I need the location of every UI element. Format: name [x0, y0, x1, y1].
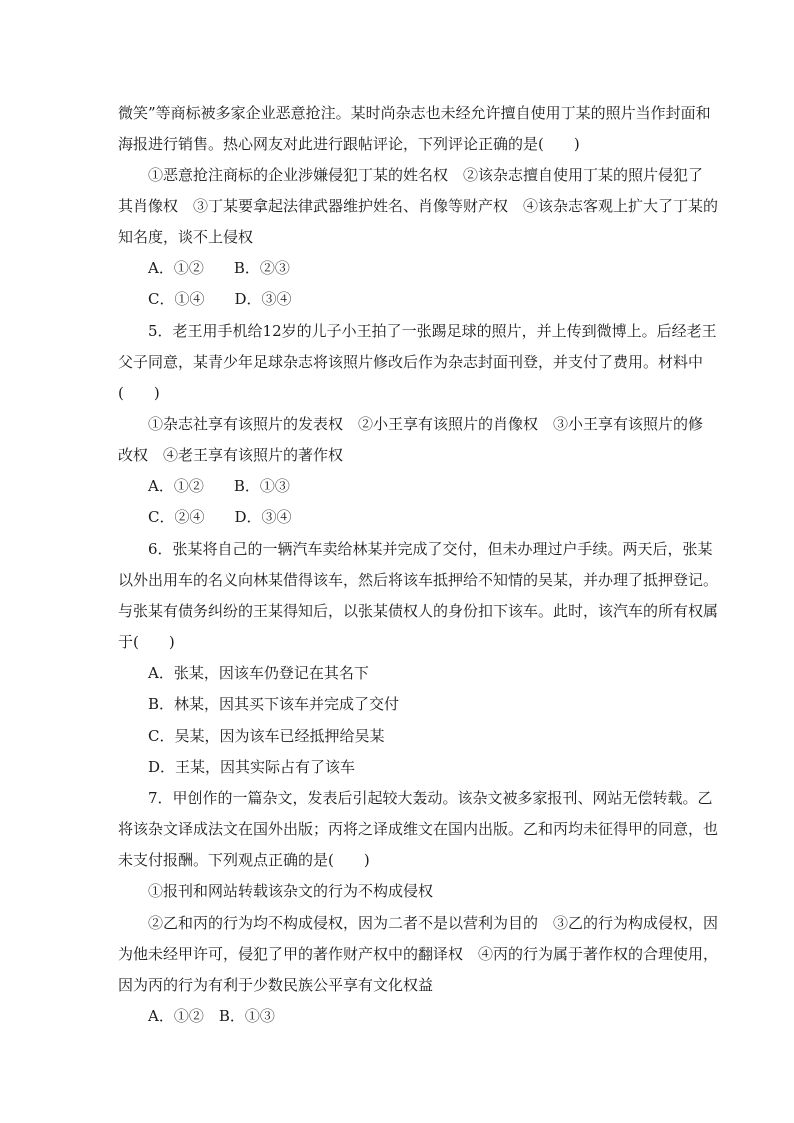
text-line: 因为丙的行为有利于少数民族公平享有文化权益 [118, 976, 434, 994]
text-line: 改权 ④老王享有该照片的著作权 [118, 446, 344, 464]
text-line: 其肖像权 ③丁某要拿起法律武器维护姓名、肖像等财产权 ④该杂志客观上扩大了丁某的 [118, 197, 719, 215]
option-line: A．①② B．②③ [148, 259, 290, 277]
text-line: ①恶意抢注商标的企业涉嫌侵犯丁某的姓名权 ②该杂志擅自使用丁某的照片侵犯了 [148, 166, 704, 184]
option-line: B．林某，因其买下该车并完成了交付 [148, 695, 400, 713]
option-line: D．王某，因其实际占有了该车 [148, 758, 356, 776]
option-line: A．①② B．①③ [148, 1007, 275, 1025]
text-line: 父子同意，某青少年足球杂志将该照片修改后作为杂志封面刊登，并支付了费用。材料中 [118, 353, 704, 371]
text-line: ②乙和丙的行为均不构成侵权，因为二者不是以营利为目的 ③乙的行为构成侵权，因 [148, 914, 719, 932]
text-line: 海报进行销售。热心网友对此进行跟帖评论，下列评论正确的是( ) [118, 135, 580, 153]
text-line: ( ) [118, 384, 160, 402]
option-line: A．①② B．①③ [148, 477, 290, 495]
text-line: 与张某有债务纠纷的王某得知后，以张某债权人的身份扣下该车。此时，该汽车的所有权属 [118, 602, 719, 620]
text-line: 知名度，谈不上侵权 [118, 228, 254, 246]
text-line: ①报刊和网站转载该杂文的行为不构成侵权 [148, 882, 434, 900]
text-line: 于( ) [118, 633, 175, 651]
text-line: 为他未经甲许可，侵犯了甲的著作财产权中的翻译权 ④丙的行为属于著作权的合理使用， [118, 945, 719, 963]
text-line: 以外出用车的名义向林某借得该车，然后将该车抵押给不知情的吴某，并办理了抵押登记。 [118, 571, 719, 589]
option-line: C．②④ D．③④ [148, 508, 292, 526]
text-line: 将该杂文译成法文在国外出版；丙将之译成维文在国内出版。乙和丙均未征得甲的同意，也 [118, 820, 719, 838]
option-line: A．张某，因该车仍登记在其名下 [148, 664, 369, 682]
option-line: C．吴某，因为该车已经抵押给吴某 [148, 727, 385, 745]
question-5-stem: 5．老王用手机给12岁的儿子小王拍了一张踢足球的照片，并上传到微博上。后经老王 [148, 322, 717, 340]
question-7-stem: 7．甲创作的一篇杂文，发表后引起较大轰动。该杂文被多家报刊、网站无偿转载。乙 [148, 789, 713, 807]
option-line: C．①④ D．③④ [148, 290, 292, 308]
text-line: 微笑”等商标被多家企业恶意抢注。某时尚杂志也未经允许擅自使用丁某的照片当作封面和 [118, 104, 711, 122]
text-line: ①杂志社享有该照片的发表权 ②小王享有该照片的肖像权 ③小王享有该照片的修 [148, 415, 704, 433]
question-6-stem: 6．张某将自己的一辆汽车卖给林某并完成了交付，但未办理过户手续。两天后，张某 [148, 540, 713, 558]
text-line: 未支付报酬。下列观点正确的是( ) [118, 851, 370, 869]
